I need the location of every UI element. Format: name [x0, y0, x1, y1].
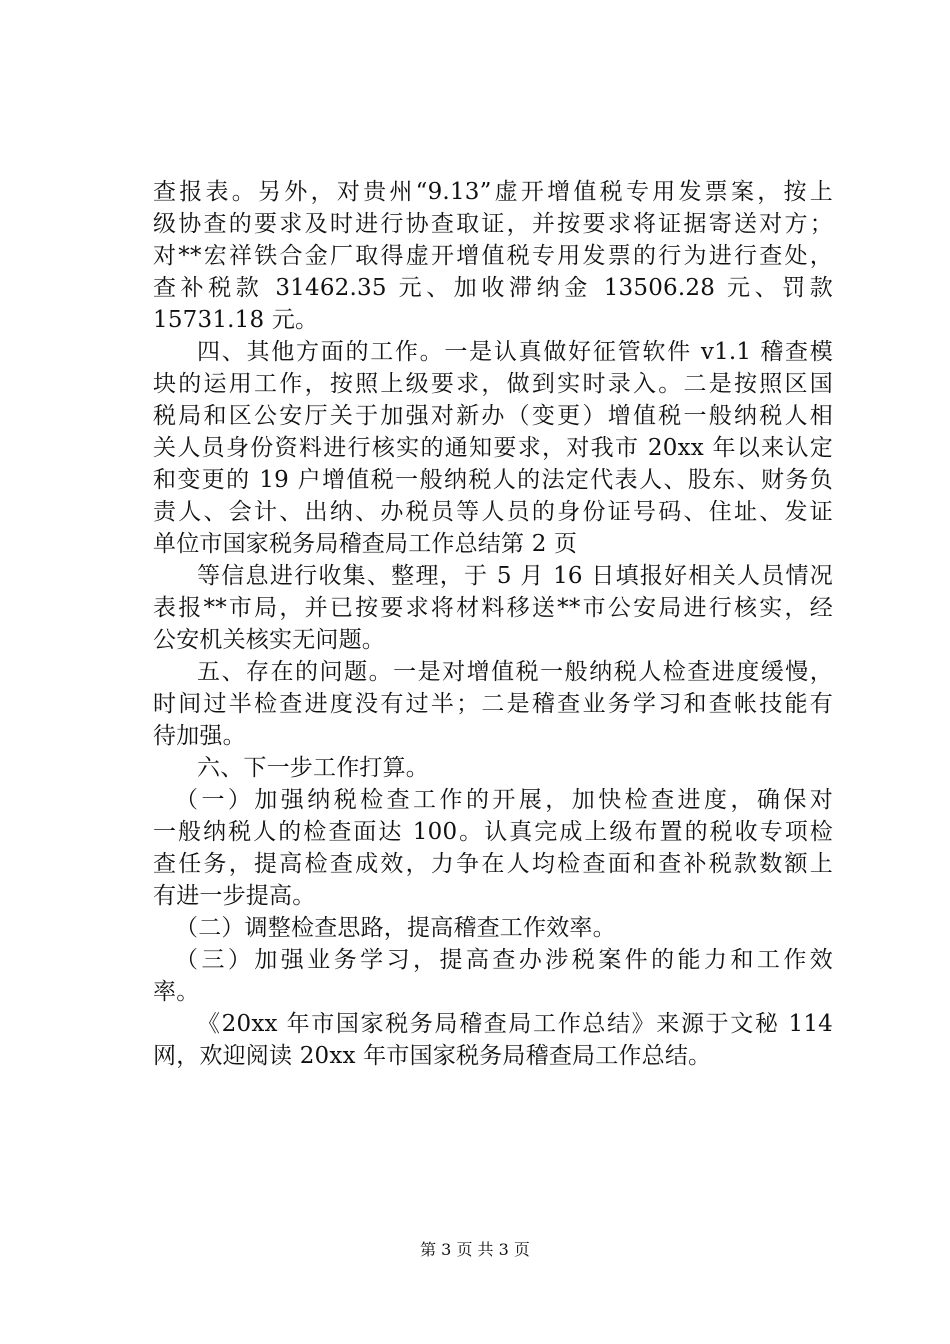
- text-line-23: 有进一步提高。: [153, 883, 316, 909]
- text-line-1: 查报表。另外，对贵州“9.13”虚开增值税专用发票案，按上: [153, 179, 833, 205]
- text-line-25: （三）加强业务学习，提高查办涉税案件的能力和工作效: [175, 947, 833, 973]
- text-line-18: 待加强。: [153, 723, 246, 749]
- text-line-22: 查任务，提高检查成效，力争在人均检查面和查补税款数额上: [153, 851, 833, 877]
- text-line-4: 查补税款 31462.35 元、加收滞纳金 13506.28 元、罚款: [153, 275, 833, 301]
- page-number-footer: 第 3 页 共 3 页: [420, 1240, 530, 1259]
- text-line-6: 四、其他方面的工作。一是认真做好征管软件 v1.1 稽查模: [197, 339, 833, 365]
- text-line-19: 六、下一步工作打算。: [197, 755, 429, 781]
- text-line-26: 率。: [153, 979, 200, 1005]
- text-line-3: 对**宏祥铁合金厂取得虚开增值税专用发票的行为进行查处，: [153, 243, 833, 269]
- text-line-15: 公安机关核实无问题。: [153, 627, 385, 653]
- text-line-16: 五、存在的问题。一是对增值税一般纳税人检查进度缓慢，: [197, 659, 833, 685]
- text-line-10: 和变更的 19 户增值税一般纳税人的法定代表人、股东、财务负: [153, 467, 833, 493]
- text-line-14: 表报**市局，并已按要求将材料移送**市公安局进行核实，经: [153, 595, 833, 621]
- text-line-7: 块的运用工作，按照上级要求，做到实时录入。二是按照区国: [153, 371, 833, 397]
- text-line-27: 《20xx 年市国家税务局稽查局工作总结》来源于文秘 114: [197, 1011, 833, 1037]
- text-line-21: 一般纳税人的检查面达 100。认真完成上级布置的税收专项检: [153, 819, 833, 845]
- text-line-11: 责人、会计、出纳、办税员等人员的身份证号码、住址、发证: [153, 499, 833, 525]
- text-line-12: 单位市国家税务局稽查局工作总结第 2 页: [153, 531, 578, 557]
- text-line-28: 网，欢迎阅读 20xx 年市国家税务局稽查局工作总结。: [153, 1043, 712, 1069]
- text-line-17: 时间过半检查进度没有过半；二是稽查业务学习和查帐技能有: [153, 691, 833, 717]
- document-body: [153, 176, 833, 1072]
- text-line-5: 15731.18 元。: [153, 307, 319, 333]
- text-line-2: 级协查的要求及时进行协查取证，并按要求将证据寄送对方；: [153, 211, 833, 237]
- text-line-20: （一）加强纳税检查工作的开展，加快检查进度，确保对: [175, 787, 833, 813]
- text-line-8: 税局和区公安厅关于加强对新办（变更）增值税一般纳税人相: [153, 403, 833, 429]
- text-line-24: （二）调整检查思路，提高稽查工作效率。: [175, 915, 616, 941]
- text-line-13: 等信息进行收集、整理，于 5 月 16 日填报好相关人员情况: [197, 563, 833, 589]
- text-line-9: 关人员身份资料进行核实的通知要求，对我市 20xx 年以来认定: [153, 435, 833, 461]
